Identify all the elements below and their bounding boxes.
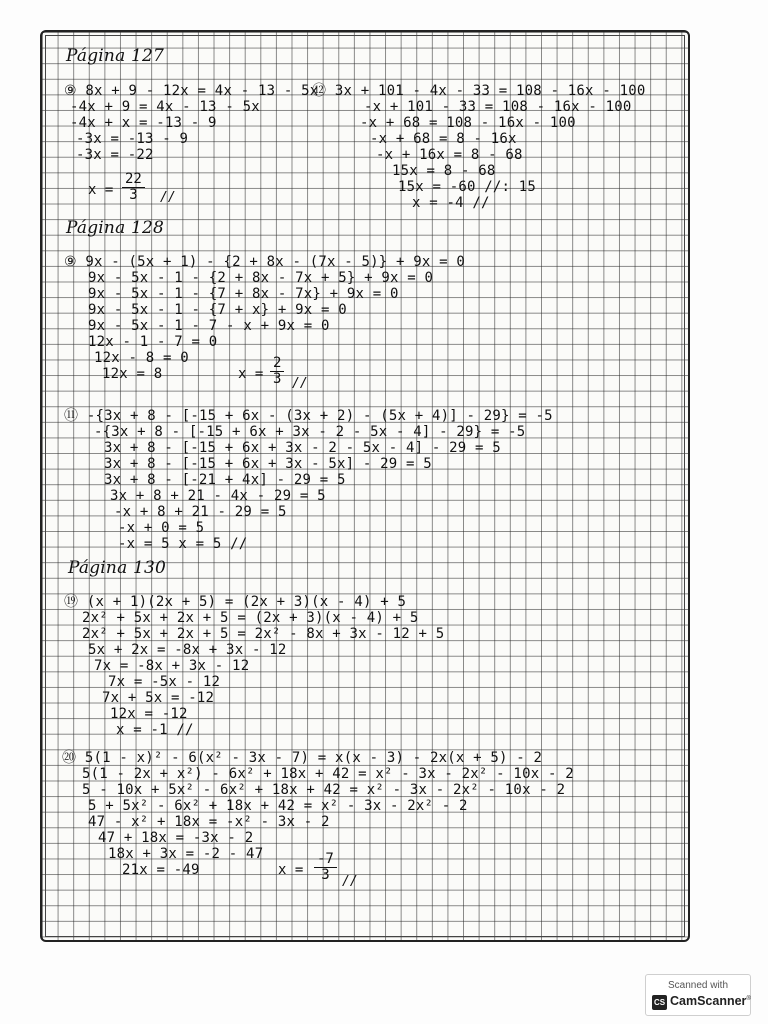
equation-line: 3x + 8 - [-15 + 6x + 3x - 2 - 5x - 4] - 29 = 5: [104, 440, 501, 456]
equation-line: -x + 8 + 21 - 29 = 5: [114, 504, 287, 520]
answer-mark: //: [292, 376, 308, 391]
equation-line: -4x + 9 = 4x - 13 - 5x: [70, 99, 260, 115]
equation-line: ⑲ (x + 1)(2x + 5) = (2x + 3)(x - 4) + 5: [64, 594, 407, 610]
equation-line: 12x - 1 - 7 = 0: [88, 334, 218, 350]
equation-line: 47 + 18x = -3x - 2: [98, 830, 254, 846]
equation-line: x = -1 //: [116, 722, 194, 738]
equation-line: 7x = -5x - 12: [108, 674, 221, 690]
section-heading: Página 130: [68, 558, 167, 578]
watermark-brand-text: CamScanner: [670, 994, 747, 1008]
camscanner-logo-icon: CS: [652, 995, 667, 1010]
equation-line: -x + 16x = 8 - 68: [376, 147, 523, 163]
equation-line: 9x - 5x - 1 - {2 + 8x - 7x + 5} + 9x = 0: [88, 270, 434, 286]
equation-line: 9x - 5x - 1 - {7 + x} + 9x = 0: [88, 302, 347, 318]
watermark-caption: Scanned with: [667, 980, 729, 991]
equation-line: 5 + 5x² - 6x² + 18x + 42 = x² - 3x - 2x² - 2: [88, 798, 468, 814]
equation-line: 15x = 8 - 68: [392, 163, 496, 179]
equation-line: -4x + x = -13 - 9: [70, 115, 217, 131]
equation-line: 5 - 10x + 5x² - 6x² + 18x + 42 = x² - 3x - 2x² - 10x - 2: [82, 782, 566, 798]
equation-line: 7x + 5x = -12: [102, 690, 215, 706]
equation-line: 9x - 5x - 1 - {7 + 8x - 7x} + 9x = 0: [88, 286, 399, 302]
equation-line: 2x² + 5x + 2x + 5 = 2x² - 8x + 3x - 12 + 5: [82, 626, 445, 642]
equation-line: 3x + 8 - [-21 + 4x] - 29 = 5: [104, 472, 346, 488]
answer-mark: //: [160, 190, 176, 205]
equation-line: ⑳ 5(1 - x)² - 6(x² - 3x - 7) = x(x - 3) - 2x(x + 5) - 2: [62, 750, 543, 766]
answer-mark: //: [342, 874, 358, 889]
equation-line: 3x + 8 - [-15 + 6x + 3x - 5x] - 29 = 5: [104, 456, 432, 472]
equation-line: 47 - x² + 18x = -x² - 3x - 2: [88, 814, 330, 830]
equation-line: 12x = -12: [110, 706, 188, 722]
fraction-numerator: -7: [314, 852, 337, 868]
section-heading: Página 128: [66, 218, 165, 238]
section-heading: Página 127: [66, 46, 165, 66]
equation-line: 7x = -8x + 3x - 12: [94, 658, 250, 674]
equation-line: -3x = -22: [76, 147, 154, 163]
equation-line: -{3x + 8 - [-15 + 6x + 3x - 2 - 5x - 4] - 29} = -5: [94, 424, 526, 440]
equation-line: 5x + 2x = -8x + 3x - 12: [88, 642, 287, 658]
equation-line: 15x = -60 //: 15: [398, 179, 537, 195]
equation-line: -x + 101 - 33 = 108 - 16x - 100: [364, 99, 632, 115]
equation-line: 18x + 3x = -2 - 47: [108, 846, 264, 862]
watermark-brand: [670, 994, 751, 1008]
equation-line: -3x = -13 - 9: [76, 131, 189, 147]
camscanner-watermark: [645, 974, 751, 1016]
equation-line: -x + 68 = 108 - 16x - 100: [360, 115, 576, 131]
fraction-denominator: 3: [321, 867, 330, 883]
equation-line: 12x = 8: [102, 366, 163, 382]
fraction-denominator: 3: [273, 371, 282, 387]
equation-line: ⑨ 9x - (5x + 1) - {2 + 8x - (7x - 5)} + 9x = 0: [64, 254, 466, 270]
result-fraction: [122, 172, 145, 203]
result-fraction: [314, 852, 337, 883]
grid-paper-page: [40, 30, 690, 942]
result-prefix: x =: [88, 182, 114, 198]
equation-line: x = -4 //: [412, 195, 490, 211]
equation-line: 12x - 8 = 0: [94, 350, 189, 366]
equation-line: ⑪ -{3x + 8 - [-15 + 6x - (3x + 2) - (5x + 4)] - 29} = -5: [64, 408, 553, 424]
result-fraction: [270, 356, 284, 387]
equation-line: ⑫ 3x + 101 - 4x - 33 = 108 - 16x - 100: [312, 83, 646, 99]
equation-line: -x + 68 = 8 - 16x: [370, 131, 517, 147]
equation-line: 21x = -49: [122, 862, 200, 878]
equation-line: 2x² + 5x + 2x + 5 = (2x + 3)(x - 4) + 5: [82, 610, 419, 626]
equation-line: ⑨ 8x + 9 - 12x = 4x - 13 - 5x: [64, 83, 319, 99]
trademark-sign: ®: [746, 995, 751, 1002]
fraction-denominator: 3: [129, 187, 138, 203]
equation-line: -x = 5 x = 5 //: [118, 536, 248, 552]
fraction-numerator: 2: [270, 356, 284, 372]
equation-line: 5(1 - 2x + x²) - 6x² + 18x + 42 = x² - 3x - 2x² - 10x - 2: [82, 766, 574, 782]
equation-line: -x + 0 = 5: [118, 520, 205, 536]
equation-line: 3x + 8 + 21 - 4x - 29 = 5: [110, 488, 326, 504]
result-prefix: x =: [238, 366, 264, 382]
fraction-numerator: 22: [122, 172, 145, 188]
equation-line: 9x - 5x - 1 - 7 - x + 9x = 0: [88, 318, 330, 334]
result-prefix: x =: [278, 862, 304, 878]
